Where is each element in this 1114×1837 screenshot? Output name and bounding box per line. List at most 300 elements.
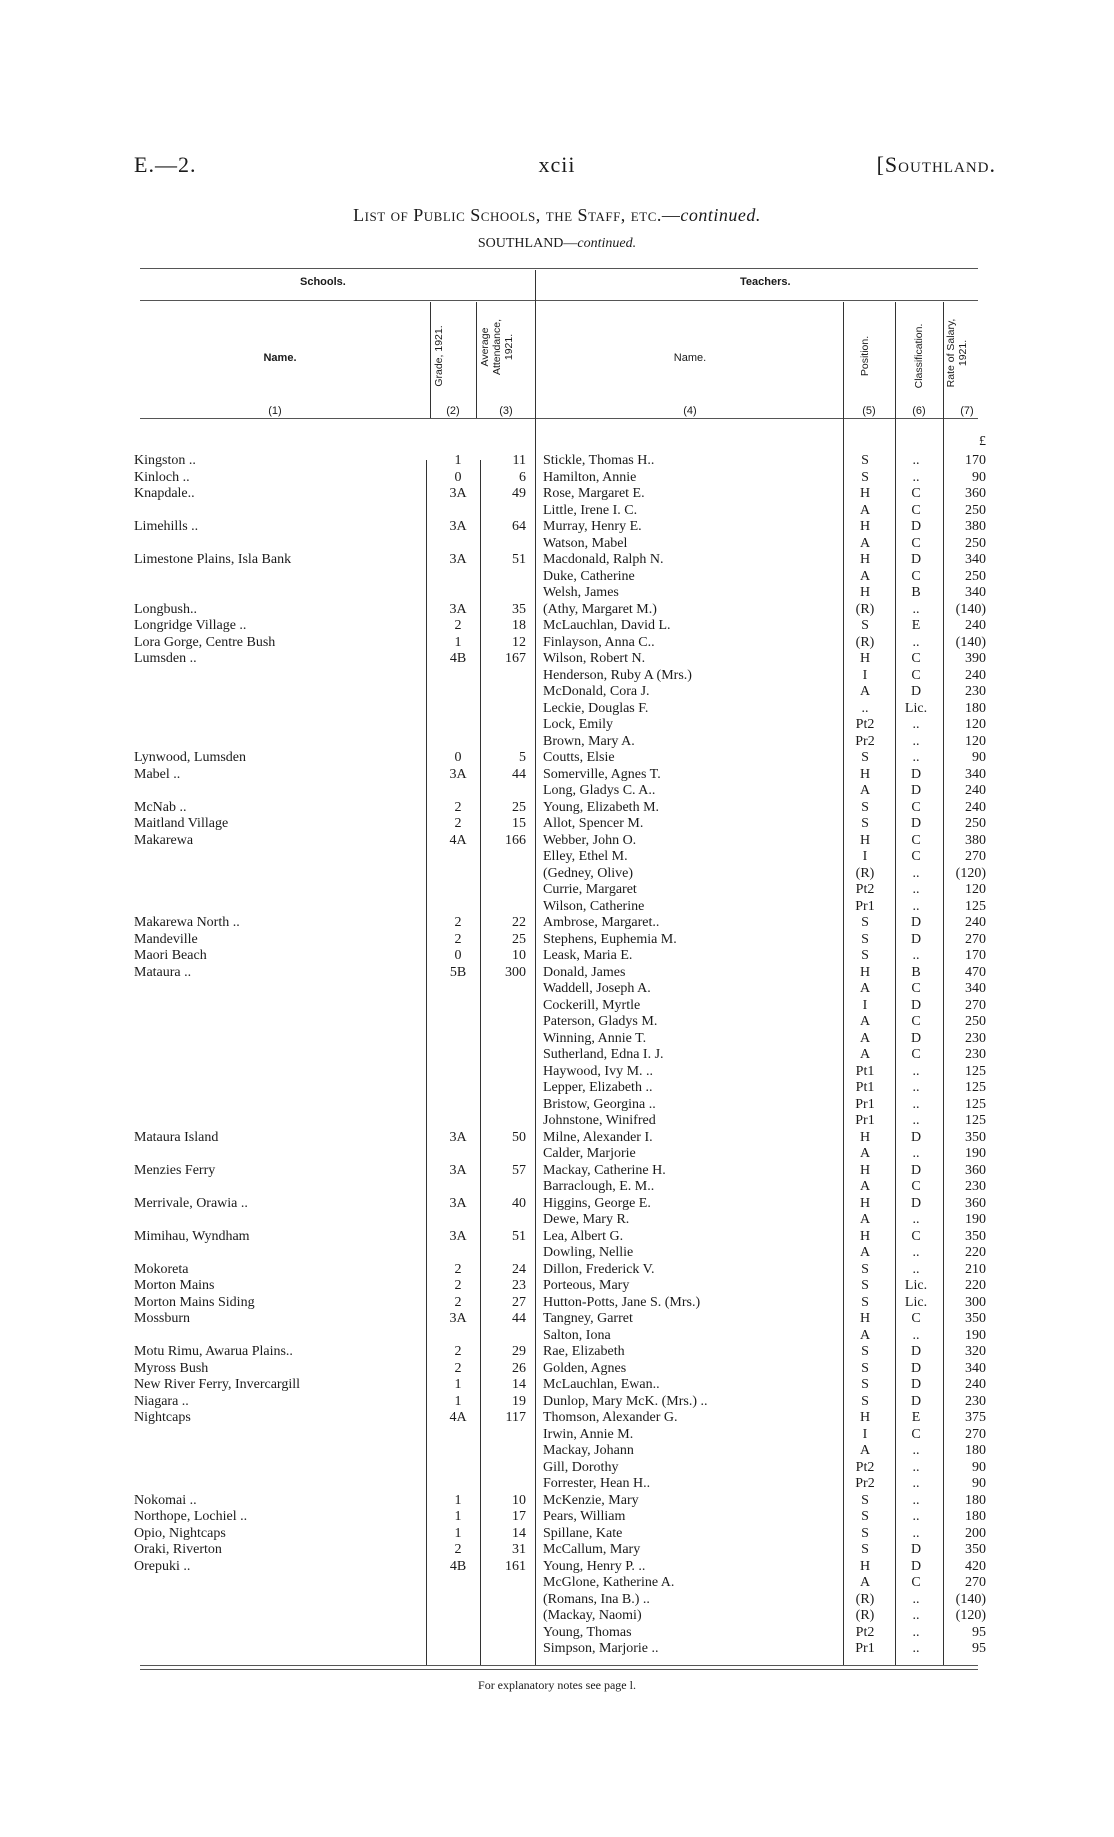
school-name-cell: Mandeville: [134, 931, 198, 947]
school-name-cell: Mokoreta: [134, 1261, 189, 1277]
position-cell: (R): [855, 1608, 875, 1623]
position-cell: A: [859, 783, 871, 798]
teacher-name-cell: Paterson, Gladys M.: [543, 1014, 658, 1029]
teacher-name-cell: Simpson, Marjorie ..: [543, 1641, 659, 1656]
school-name-cell: Merrivale, Orawia ..: [134, 1195, 248, 1211]
teacher-name-cell: Barraclough, E. M..: [543, 1179, 655, 1194]
table-row: [0, 783, 1114, 800]
teacher-name-cell: Currie, Margaret: [543, 882, 637, 897]
salary-cell: 340: [965, 552, 986, 567]
teacher-name-cell: Somerville, Agnes T.: [543, 766, 661, 782]
table-row: [0, 1608, 1114, 1625]
classification-cell: ..: [912, 1261, 920, 1277]
classification-cell: ..: [912, 1063, 920, 1079]
table-row: [0, 1163, 1114, 1180]
position-cell: H: [859, 832, 871, 848]
classification-cell: C: [911, 1047, 921, 1062]
position-cell: A: [859, 1146, 871, 1161]
school-name-cell: Maori Beach: [134, 948, 207, 963]
salary-cell: 250: [965, 816, 986, 831]
position-cell: H: [859, 1311, 871, 1326]
school-name-cell: New River Ferry, Invercargill: [134, 1377, 300, 1392]
grade-cell: 3A: [449, 1162, 467, 1178]
table-row: [0, 1064, 1114, 1081]
teacher-name-cell: Calder, Marjorie: [543, 1146, 636, 1161]
school-name-cell: Longbush..: [134, 601, 197, 617]
classification-cell: ..: [912, 750, 920, 765]
teacher-name-cell: (Athy, Margaret M.): [543, 601, 657, 617]
salary-cell: 350: [965, 1129, 986, 1145]
teacher-name-cell: Long, Gladys C. A..: [543, 783, 656, 798]
teacher-name-cell: Watson, Mabel: [543, 535, 628, 551]
table-row: [0, 866, 1114, 883]
grade-cell: 0: [454, 469, 462, 485]
position-cell: S: [861, 1261, 869, 1277]
attendance-cell: 14: [512, 1525, 526, 1541]
teacher-name-cell: Macdonald, Ralph N.: [543, 552, 664, 567]
grade-cell: 2: [454, 1294, 462, 1310]
classification-cell: ..: [912, 1624, 920, 1640]
salary-cell: 470: [965, 964, 986, 980]
classification-cell: ..: [912, 1212, 920, 1227]
teacher-name-cell: (Mackay, Naomi): [543, 1608, 642, 1623]
position-cell: A: [859, 684, 871, 699]
table-row: [0, 1394, 1114, 1411]
teacher-name-cell: (Romans, Ina B.) ..: [543, 1591, 650, 1607]
table-row: [0, 1130, 1114, 1147]
position-cell: H: [859, 486, 871, 501]
classification-cell: C: [911, 849, 921, 864]
position-cell: Pr2: [855, 733, 875, 749]
attendance-cell: 167: [505, 651, 526, 666]
position-cell: S: [861, 1377, 869, 1392]
teacher-name-cell: McLauchlan, David L.: [543, 618, 671, 633]
group-schools-heading: Schools.: [300, 276, 346, 288]
position-cell: S: [861, 915, 869, 930]
attendance-cell: 11: [512, 453, 526, 468]
salary-cell: 250: [965, 535, 986, 551]
classification-cell: E: [911, 1410, 921, 1425]
table-row: [0, 1179, 1114, 1196]
position-cell: (R): [855, 601, 875, 617]
classification-cell: C: [911, 981, 921, 996]
attendance-cell: 49: [512, 486, 526, 501]
position-cell: Pt1: [855, 1063, 875, 1079]
attendance-cell: 31: [512, 1542, 526, 1557]
teacher-name-cell: Dunlop, Mary McK. (Mrs.) ..: [543, 1393, 708, 1409]
attendance-cell: 25: [512, 931, 526, 947]
school-name-cell: McNab ..: [134, 799, 187, 815]
table-row: [0, 1229, 1114, 1246]
attendance-cell: 51: [512, 1228, 526, 1244]
teacher-name-cell: McLauchlan, Ewan..: [543, 1377, 660, 1392]
attendance-cell: 22: [512, 915, 526, 930]
table-row: [0, 552, 1114, 569]
table-row: [0, 800, 1114, 817]
teacher-name-header: Name.: [673, 352, 707, 364]
salary-cell: 90: [972, 469, 986, 485]
school-name-cell: Maitland Village: [134, 816, 229, 831]
attendance-cell: 50: [512, 1129, 526, 1145]
classification-cell: ..: [912, 1525, 920, 1541]
table-row: [0, 816, 1114, 833]
school-name-cell: Northope, Lochiel ..: [134, 1509, 248, 1524]
table-row: [0, 750, 1114, 767]
table-row: [0, 1080, 1114, 1097]
teacher-name-cell: Irwin, Annie M.: [543, 1426, 634, 1442]
classification-cell: B: [911, 585, 921, 600]
teacher-name-cell: Thomson, Alexander G.: [543, 1410, 678, 1425]
school-name-cell: Mataura ..: [134, 964, 192, 980]
column-number: (5): [862, 405, 876, 417]
position-cell: H: [859, 964, 871, 980]
teacher-name-cell: Coutts, Elsie: [543, 750, 615, 765]
teacher-name-cell: Leask, Maria E.: [543, 948, 633, 963]
teacher-name-cell: McDonald, Cora J.: [543, 684, 650, 699]
salary-cell: 375: [965, 1410, 986, 1425]
attendance-cell: 64: [512, 519, 526, 534]
salary-cell: 190: [965, 1212, 986, 1227]
teacher-name-cell: Rae, Elizabeth: [543, 1344, 625, 1359]
teacher-name-cell: Spillane, Kate: [543, 1525, 623, 1541]
attendance-cell: 29: [512, 1344, 526, 1359]
table-row: [0, 651, 1114, 668]
table-row: [0, 1262, 1114, 1279]
classification-cell: D: [910, 1360, 922, 1376]
classification-cell: ..: [912, 1476, 920, 1491]
table-row: [0, 1460, 1114, 1477]
classification-cell: Lic.: [904, 1294, 928, 1310]
table-row: [0, 1311, 1114, 1328]
table-row: [0, 503, 1114, 520]
position-cell: A: [859, 1575, 871, 1590]
classification-cell: E: [911, 618, 921, 633]
position-cell: S: [861, 469, 869, 485]
position-cell: (R): [855, 865, 875, 881]
table-row: [0, 833, 1114, 850]
table-row: [0, 618, 1114, 635]
teacher-name-cell: Murray, Henry E.: [543, 519, 642, 534]
teacher-name-cell: Porteous, Mary: [543, 1278, 630, 1293]
teacher-name-cell: Dowling, Nellie: [543, 1245, 634, 1260]
teacher-name-cell: Cockerill, Myrtle: [543, 997, 641, 1013]
salary-cell: 240: [965, 1377, 986, 1392]
school-name-cell: Mossburn: [134, 1311, 191, 1326]
attendance-cell: 24: [512, 1261, 526, 1277]
table-row: [0, 1295, 1114, 1312]
grade-cell: 2: [454, 1542, 462, 1557]
teacher-name-cell: Mackay, Catherine H.: [543, 1162, 666, 1178]
classification-cell: ..: [912, 1096, 920, 1112]
salary-cell: 230: [965, 1179, 986, 1194]
school-table-body: [0, 453, 1114, 1658]
teacher-name-cell: Dewe, Mary R.: [543, 1212, 630, 1227]
page-number: xcii: [538, 152, 576, 177]
salary-cell: 90: [972, 1459, 986, 1475]
teacher-name-cell: Hamilton, Annie: [543, 469, 637, 485]
salary-cell: 95: [972, 1641, 986, 1656]
position-cell: I: [862, 667, 868, 683]
classification-cell: C: [911, 1179, 921, 1194]
teacher-name-cell: Wilson, Robert N.: [543, 651, 646, 666]
salary-cell: 250: [965, 568, 986, 584]
position-header: Position.: [859, 335, 871, 377]
school-name-cell: Kingston ..: [134, 453, 196, 468]
table-row: [0, 1361, 1114, 1378]
salary-cell: 90: [972, 1476, 986, 1491]
table-row: [0, 602, 1114, 619]
school-name-cell: Orepuki ..: [134, 1558, 191, 1574]
classification-cell: C: [911, 535, 921, 551]
position-cell: H: [859, 552, 871, 567]
grade-cell: 4A: [449, 1410, 467, 1425]
table-row: [0, 486, 1114, 503]
classification-cell: D: [910, 915, 922, 930]
teacher-name-cell: Milne, Alexander I.: [543, 1129, 653, 1145]
table-row: [0, 1592, 1114, 1609]
salary-cell: 230: [965, 684, 986, 699]
salary-cell: 350: [965, 1542, 986, 1557]
table-bottom-rule: [140, 1665, 978, 1666]
header-bottom-rule: [140, 418, 978, 419]
salary-cell: 180: [965, 1509, 986, 1524]
classification-cell: ..: [912, 1443, 920, 1458]
table-row: [0, 1625, 1114, 1642]
position-cell: A: [859, 1014, 871, 1029]
attendance-cell: 300: [505, 964, 526, 980]
position-cell: I: [862, 997, 868, 1013]
position-cell: S: [861, 948, 869, 963]
salary-cell: 125: [965, 1080, 986, 1095]
teacher-name-cell: Lea, Albert G.: [543, 1228, 624, 1244]
attendance-cell: 25: [512, 799, 526, 815]
classification-cell: ..: [912, 1492, 920, 1508]
position-cell: S: [861, 1525, 869, 1541]
position-cell: S: [861, 1344, 869, 1359]
position-cell: S: [861, 618, 869, 633]
salary-cell: 300: [965, 1294, 986, 1310]
salary-cell: (140): [955, 634, 986, 650]
teacher-name-cell: Donald, James: [543, 964, 626, 980]
table-row: [0, 1443, 1114, 1460]
attendance-cell: 10: [512, 1492, 526, 1508]
teacher-name-cell: Little, Irene I. C.: [543, 502, 638, 518]
teacher-name-cell: Leckie, Douglas F.: [543, 700, 649, 716]
classification-cell: D: [910, 783, 922, 798]
attendance-cell: 15: [512, 816, 526, 831]
salary-cell: 360: [965, 486, 986, 501]
teacher-name-cell: Hutton-Potts, Jane S. (Mrs.): [543, 1294, 701, 1310]
grade-cell: 4B: [449, 1558, 467, 1574]
salary-cell: 200: [965, 1525, 986, 1541]
attendance-cell: 57: [512, 1162, 526, 1178]
classification-cell: D: [910, 1377, 922, 1392]
position-cell: H: [859, 1558, 871, 1574]
salary-cell: 270: [965, 997, 986, 1013]
school-name-cell: Knapdale..: [134, 486, 195, 501]
salary-cell: 350: [965, 1228, 986, 1244]
position-cell: A: [859, 981, 871, 996]
footnote: For explanatory notes see page l.: [478, 1678, 636, 1692]
classification-cell: D: [910, 519, 922, 534]
group-teachers-heading: Teachers.: [740, 276, 791, 288]
school-name-cell: Niagara ..: [134, 1393, 189, 1409]
position-cell: S: [861, 1492, 869, 1508]
table-row: [0, 1526, 1114, 1543]
salary-cell: 220: [965, 1278, 986, 1293]
grade-cell: 3A: [449, 519, 467, 534]
table-row: [0, 1146, 1114, 1163]
position-cell: A: [859, 1047, 871, 1062]
teacher-name-cell: Finlayson, Anna C..: [543, 634, 655, 650]
classification-cell: C: [911, 1311, 921, 1326]
salary-cell: 125: [965, 1096, 986, 1112]
position-cell: S: [861, 1542, 869, 1557]
column-number: (3): [499, 405, 513, 417]
attendance-cell: 166: [505, 832, 526, 848]
position-cell: H: [859, 1195, 871, 1211]
classification-cell: ..: [912, 717, 920, 732]
grade-cell: 2: [454, 1344, 462, 1359]
classification-cell: Lic.: [904, 1278, 928, 1293]
classification-cell: B: [911, 964, 921, 980]
position-cell: S: [861, 931, 869, 947]
classification-cell: C: [911, 799, 921, 815]
classification-cell: ..: [912, 1591, 920, 1607]
table-row: [0, 1575, 1114, 1592]
group-rule: [140, 300, 978, 301]
classification-cell: ..: [912, 453, 920, 468]
salary-cell: 270: [965, 1575, 986, 1590]
school-name-cell: Morton Mains: [134, 1278, 215, 1293]
teacher-name-cell: Welsh, James: [543, 585, 619, 600]
col-divider: [476, 302, 477, 418]
position-cell: S: [861, 799, 869, 815]
table-row: [0, 849, 1114, 866]
teacher-name-cell: (Gedney, Olive): [543, 865, 634, 881]
teacher-name-cell: Webber, John O.: [543, 832, 637, 848]
school-name-cell: Kinloch ..: [134, 469, 190, 485]
classification-cell: C: [911, 1014, 921, 1029]
grade-cell: 1: [454, 1377, 462, 1392]
grade-cell: 2: [454, 931, 462, 947]
column-number: (7): [960, 405, 974, 417]
position-cell: A: [859, 568, 871, 584]
classification-cell: D: [910, 1542, 922, 1557]
salary-cell: 240: [965, 799, 986, 815]
position-cell: Pt1: [855, 1080, 875, 1095]
table-row: [0, 1493, 1114, 1510]
attendance-cell: 23: [512, 1278, 526, 1293]
salary-cell: 125: [965, 1063, 986, 1079]
grade-cell: 1: [454, 1509, 462, 1524]
position-cell: Pt2: [855, 1624, 875, 1640]
table-row: [0, 1031, 1114, 1048]
salary-header: Rate of Salary, 1921.: [945, 318, 969, 388]
position-cell: H: [859, 519, 871, 534]
school-name-cell: Myross Bush: [134, 1360, 209, 1376]
teacher-name-cell: Dillon, Frederick V.: [543, 1261, 655, 1277]
table-row: [0, 1196, 1114, 1213]
grade-cell: 0: [454, 948, 462, 963]
classification-cell: ..: [912, 634, 920, 650]
table-row: [0, 1377, 1114, 1394]
table-row: [0, 668, 1114, 685]
salary-cell: 270: [965, 849, 986, 864]
position-cell: Pr1: [855, 1641, 875, 1656]
table-row: [0, 734, 1114, 751]
salary-cell: 180: [965, 700, 986, 716]
table-row: [0, 932, 1114, 949]
table-bottom-rule-2: [140, 1669, 978, 1670]
attendance-cell: 26: [512, 1360, 526, 1376]
position-cell: (R): [855, 1591, 875, 1607]
salary-cell: 390: [965, 651, 986, 666]
teacher-name-cell: Elley, Ethel M.: [543, 849, 628, 864]
teacher-name-cell: McGlone, Katherine A.: [543, 1575, 675, 1590]
position-cell: Pr1: [855, 898, 875, 914]
grade-cell: 2: [454, 618, 462, 633]
table-row: [0, 585, 1114, 602]
salary-cell: 340: [965, 585, 986, 600]
teacher-name-cell: Haywood, Ivy M. ..: [543, 1063, 654, 1079]
classification-cell: D: [910, 684, 922, 699]
classification-cell: ..: [912, 1327, 920, 1343]
classification-cell: C: [911, 502, 921, 518]
school-name-cell: Nokomai ..: [134, 1492, 197, 1508]
classification-cell: D: [910, 766, 922, 782]
classification-cell: ..: [912, 865, 920, 881]
attendance-header: Average Attendance, 1921.: [479, 318, 515, 376]
table-row: [0, 569, 1114, 586]
school-name-cell: Mataura Island: [134, 1129, 219, 1145]
position-cell: A: [859, 502, 871, 518]
position-cell: A: [859, 1327, 871, 1343]
salary-cell: (140): [955, 601, 986, 617]
salary-cell: 340: [965, 766, 986, 782]
table-row: [0, 1641, 1114, 1658]
classification-cell: ..: [912, 948, 920, 963]
position-cell: A: [859, 1443, 871, 1458]
school-name-cell: Morton Mains Siding: [134, 1294, 255, 1310]
school-name-cell: Limestone Plains, Isla Bank: [134, 552, 292, 567]
salary-cell: 180: [965, 1492, 986, 1508]
classification-cell: ..: [912, 601, 920, 617]
grade-cell: 4B: [449, 651, 467, 666]
position-cell: S: [861, 816, 869, 831]
school-name-cell: Oraki, Riverton: [134, 1542, 222, 1557]
grade-cell: 4A: [449, 832, 467, 848]
teacher-name-cell: Pears, William: [543, 1509, 626, 1524]
position-cell: S: [861, 1393, 869, 1409]
teacher-name-cell: Winning, Annie T.: [543, 1030, 647, 1046]
salary-cell: 230: [965, 1030, 986, 1046]
teacher-name-cell: Duke, Catherine: [543, 568, 635, 584]
position-cell: ..: [861, 700, 869, 716]
grade-cell: 3A: [449, 766, 467, 782]
salary-cell: 180: [965, 1443, 986, 1458]
classification-cell: Lic.: [904, 700, 928, 716]
school-name-cell: Lynwood, Lumsden: [134, 750, 246, 765]
table-row: [0, 1344, 1114, 1361]
salary-cell: (120): [955, 1608, 986, 1623]
table-row: [0, 1509, 1114, 1526]
table-row: [0, 470, 1114, 487]
teacher-name-cell: Stephens, Euphemia M.: [543, 931, 677, 947]
table-row: [0, 1097, 1114, 1114]
position-cell: S: [861, 1360, 869, 1376]
salary-cell: 170: [965, 453, 986, 468]
